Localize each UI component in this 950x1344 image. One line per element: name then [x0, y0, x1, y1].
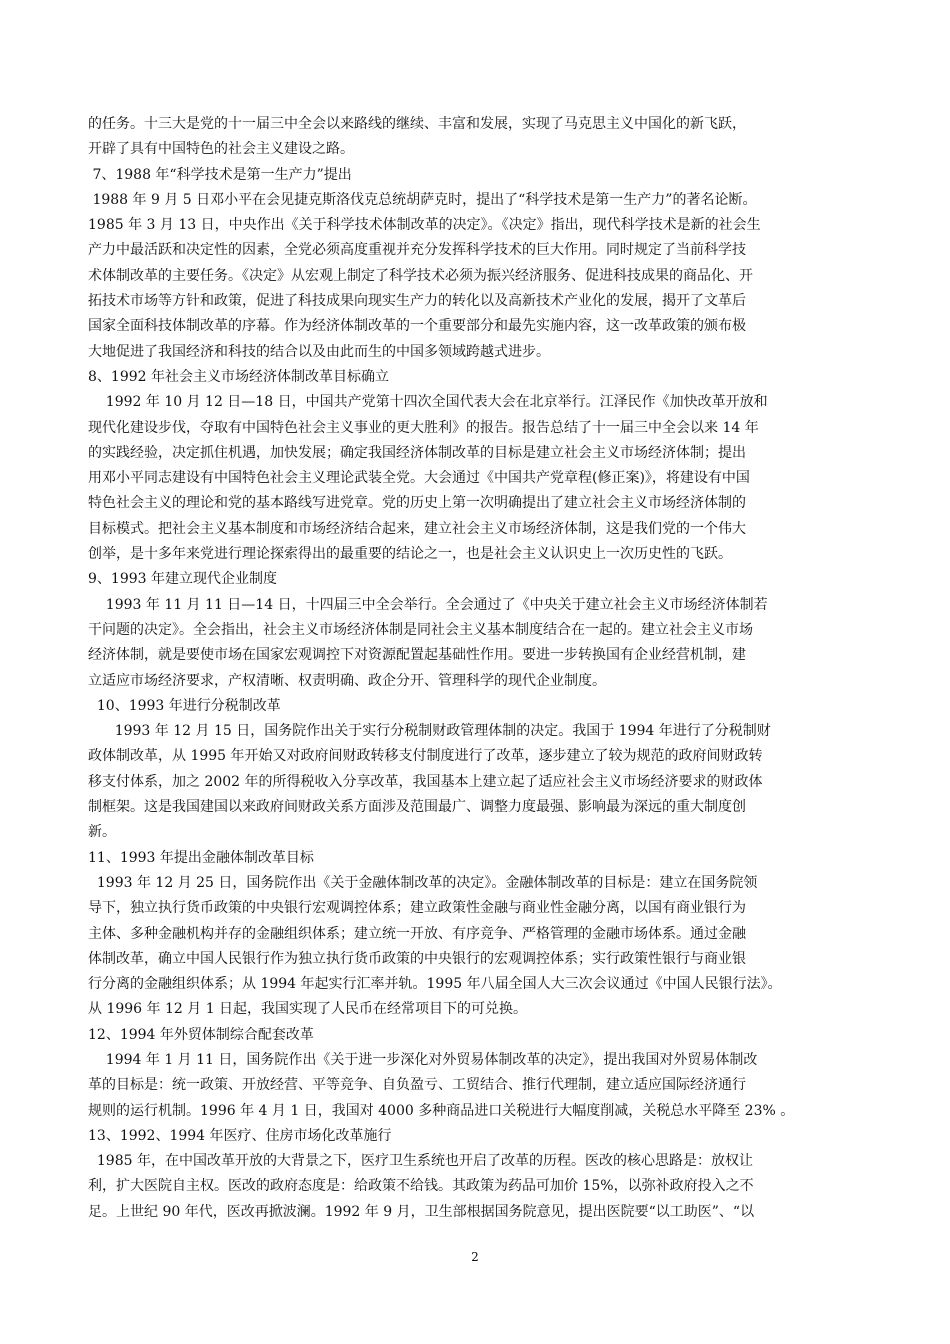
- text-line: 1985 年 3 月 13 日，中央作出《关于科学技术体制改革的决定》。《决定》指出，现代科学技术是新的社会生: [88, 217, 761, 234]
- text-line: 7、1988 年“科学技术是第一生产力”提出: [88, 166, 352, 183]
- text-line: 体制改革，确立中国人民银行作为独立执行货币政策的中央银行的宏观调控体系；实行政策性银行与商业银: [88, 950, 746, 967]
- text-line: 现代化建设步伐，夺取有中国特色社会主义事业的更大胜利》的报告。报告总结了十一届三中全会以来 14 年: [88, 419, 759, 436]
- text-line: 目标模式。把社会主义基本制度和市场经济结合起来，建立社会主义市场经济体制，这是我们党的一个伟大: [88, 520, 746, 537]
- document-body: [88, 112, 878, 1225]
- text-line: 创举，是十多年来党进行理论探索得出的最重要的结论之一，也是社会主义认识史上一次历史性的飞跃。: [88, 546, 732, 563]
- text-line: 拓技术市场等方针和政策，促进了科技成果向现实生产力的转化以及高新技术产业化的发展，揭开了文革后: [88, 293, 746, 310]
- text-line: 立适应市场经济要求，产权清晰、权责明确、政企分开、管理科学的现代企业制度。: [88, 672, 606, 689]
- text-line: 的任务。十三大是党的十一届三中全会以来路线的继续、丰富和发展，实现了马克思主义中国化的新飞跃，: [88, 116, 746, 132]
- text-line: 国家全面科技体制改革的序幕。作为经济体制改革的一个重要部分和最先实施内容，这一改革政策的颁布极: [88, 318, 746, 335]
- text-line: 制框架。这是我国建国以来政府间财政关系方面涉及范围最广、调整力度最强、影响最为深远的重大制度创: [88, 799, 746, 816]
- text-line: 产力中最活跃和决定性的因素，全党必须高度重视并充分发挥科学技术的巨大作用。同时规定了当前科学技: [88, 242, 746, 259]
- text-line: 大地促进了我国经济和科技的结合以及由此而生的中国多领域跨越式进步。: [88, 343, 550, 360]
- text-line: 干问题的决定》。全会指出，社会主义市场经济体制是同社会主义基本制度结合在一起的。建立社会主义市场: [88, 621, 753, 638]
- text-line: 主体、多种金融机构并存的金融组织体系；建立统一开放、有序竞争、严格管理的金融市场体系。通过金融: [88, 925, 746, 942]
- text-line: 1985 年，在中国改革开放的大背景之下，医疗卫生系统也开启了改革的历程。医改的核心思路是：放权让: [88, 1153, 753, 1170]
- text-line: 政体制改革，从 1995 年开始又对政府间财政转移支付制度进行了改革，逐步建立了较为规范的政府间财政转: [88, 748, 763, 765]
- text-line: 1993 年 12 月 15 日，国务院作出关于实行分税制财政管理体制的决定。我国于 1994 年进行了分税制财: [88, 723, 771, 740]
- text-line: 的实践经验，决定抓住机遇，加快发展；确定我国经济体制改革的目标是建立社会主义市场经济体制；提出: [88, 444, 746, 461]
- text-line: 足。上世纪 90 年代，医改再掀波澜。1992 年 9 月，卫生部根据国务院意见，提出医院要“以工助医”、“以: [88, 1203, 755, 1220]
- text-line: 移支付体系，加之 2002 年的所得税收入分享改革，我国基本上建立起了适应社会主义市场经济要求的财政体: [88, 773, 763, 790]
- text-line: 1993 年 12 月 25 日，国务院作出《关于金融体制改革的决定》。金融体制改革的目标是：建立在国务院领: [88, 874, 758, 891]
- text-line: 1994 年 1 月 11 日，国务院作出《关于进一步深化对外贸易体制改革的决定》，提出我国对外贸易体制改: [88, 1051, 758, 1068]
- text-line: 经济体制，就是要使市场在国家宏观调控下对资源配置起基础性作用。要进一步转换国有企业经营机制，建: [88, 647, 746, 664]
- text-line: 革的目标是：统一政策、开放经营、平等竞争、自负盈亏、工贸结合、推行代理制，建立适应国际经济通行: [88, 1077, 746, 1094]
- text-line: 开辟了具有中国特色的社会主义建设之路。: [88, 141, 354, 158]
- text-line: 从 1996 年 12 月 1 日起，我国实现了人民币在经常项目下的可兑换。: [88, 1001, 528, 1018]
- text-line: 12、1994 年外贸体制综合配套改革: [88, 1026, 314, 1043]
- text-line: 导下，独立执行货币政策的中央银行宏观调控体系；建立政策性金融与商业性金融分离，以国有商业银行为: [88, 900, 746, 917]
- text-line: 行分离的金融组织体系；从 1994 年起实行汇率并轨。1995 年八届全国人大三次会议通过《中国人民银行法》。: [88, 976, 782, 993]
- text-line: 用邓小平同志建设有中国特色社会主义理论武装全党。大会通过《中国共产党章程(修正案)》，将建设有中国: [88, 470, 750, 487]
- text-line: 9、1993 年建立现代企业制度: [88, 571, 277, 588]
- text-line: 1992 年 10 月 12 日—18 日，中国共产党第十四次全国代表大会在北京举行。江泽民作《加快改革开放和: [88, 394, 768, 411]
- text-line: 利，扩大医院自主权。医改的政府态度是：给政策不给钱。其政策为药品可加价 15%，以弥补政府投入之不: [88, 1178, 754, 1195]
- text-line: 10、1993 年进行分税制改革: [88, 697, 281, 714]
- page-number: 2: [471, 1250, 479, 1264]
- text-line: 特色社会主义的理论和党的基本路线写进党章。党的历史上第一次明确提出了建立社会主义市场经济体制的: [88, 495, 746, 512]
- text-line: 规则的运行机制。1996 年 4 月 1 日，我国对 4000 多种商品进口关税进行大幅度削减，关税总水平降至 23% 。: [88, 1102, 795, 1119]
- text-line: 1993 年 11 月 11 日—14 日，十四届三中全会举行。全会通过了《中央关于建立社会主义市场经济体制若: [88, 596, 768, 613]
- text-line: 新。: [88, 824, 116, 841]
- text-line: 13、1992、1994 年医疗、住房市场化改革施行: [88, 1127, 392, 1144]
- text-line: 术体制改革的主要任务。《决定》从宏观上制定了科学技术必须为振兴经济服务、促进科技成果的商品化、开: [88, 267, 753, 284]
- text-line: 8、1992 年社会主义市场经济体制改革目标确立: [88, 368, 389, 385]
- text-line: 1988 年 9 月 5 日邓小平在会见捷克斯洛伐克总统胡萨克时，提出了“科学技术是第一生产力”的著名论断。: [88, 191, 757, 208]
- text-line: 11、1993 年提出金融体制改革目标: [88, 849, 314, 866]
